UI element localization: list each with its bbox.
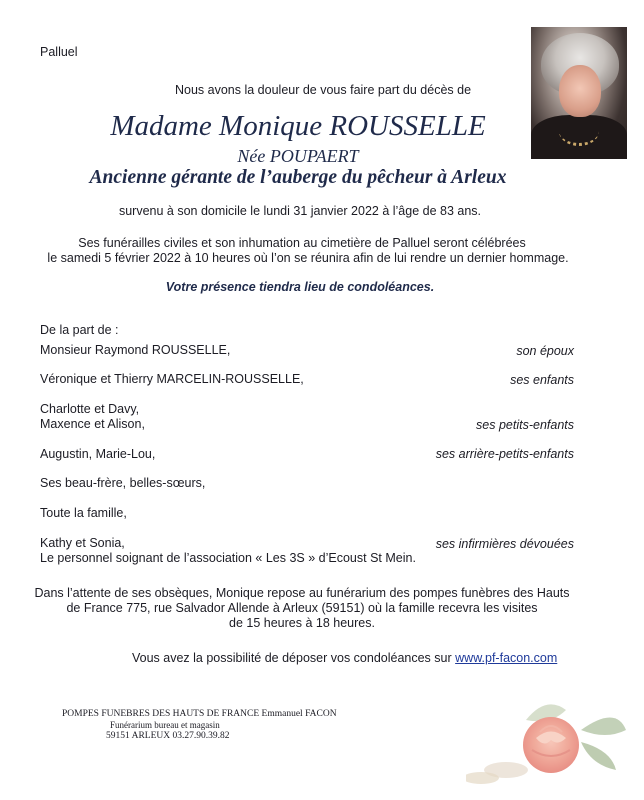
family-relation: son époux — [516, 344, 574, 358]
family-relation: ses petits-enfants — [476, 418, 574, 432]
footer-subtitle: Funérarium bureau et magasin — [110, 720, 220, 730]
maiden-name: Née POUPAERT — [237, 146, 359, 166]
funeral-line-1: Ses funérailles civiles et son inhumation au cimetière de Palluel seront célébrées — [78, 236, 526, 250]
family-name: Augustin, Marie-Lou, — [40, 447, 156, 461]
condolences-text: Vous avez la possibilité de déposer vos condoléances sur — [132, 651, 452, 665]
condolences-line — [132, 651, 557, 665]
repose-line-3: de 15 heures à 18 heures. — [229, 616, 375, 630]
family-name: Monsieur Raymond ROUSSELLE, — [40, 343, 231, 357]
condolences-link[interactable]: www.pf-facon.com — [455, 651, 558, 665]
family-relation: ses enfants — [510, 373, 574, 387]
family-intro: De la part de : — [40, 323, 119, 337]
presence-note: Votre présence tiendra lieu de condoléances. — [165, 280, 435, 294]
town-name: Palluel — [40, 45, 78, 59]
repose-line-2: de France 775, rue Salvador Allende à Arleux (59151) où la famille recevra les visites — [66, 601, 538, 615]
former-role: Ancienne gérante de l’auberge du pêcheur à Arleux — [89, 167, 507, 188]
family-name: Ses beau-frère, belles-sœurs, — [40, 476, 206, 490]
family-relation: ses arrière-petits-enfants — [435, 447, 574, 461]
family-name: Kathy et Sonia, — [40, 536, 125, 550]
funeral-line-2: le samedi 5 février 2022 à 10 heures où l’on se réunira afin de lui rendre un dernier hommage. — [47, 251, 569, 265]
footer-company: POMPES FUNEBRES DES HAUTS DE FRANCE Emmanuel FACON — [62, 709, 337, 719]
family-name: Toute la famille, — [40, 506, 127, 520]
family-relation: ses infirmières dévouées — [435, 537, 574, 551]
family-name: Le personnel soignant de l’association « Les 3S » d’Ecoust St Mein. — [40, 551, 416, 565]
death-notice: survenu à son domicile le lundi 31 janvier 2022 à l’âge de 83 ans. — [118, 204, 482, 218]
intro-text: Nous avons la douleur de vous faire part du décès de — [175, 83, 472, 97]
repose-line-1: Dans l’attente de ses obsèques, Monique repose au funérarium des pompes funèbres des Hauts — [34, 586, 570, 600]
family-name: Charlotte et Davy, — [40, 402, 140, 416]
family-name: Maxence et Alison, — [40, 417, 145, 431]
deceased-name: Madame Monique ROUSSELLE — [110, 110, 486, 142]
rose-decoration — [466, 690, 636, 795]
family-name: Véronique et Thierry MARCELIN-ROUSSELLE, — [40, 372, 304, 386]
footer-address: 59151 ARLEUX 03.27.90.39.82 — [106, 731, 230, 741]
